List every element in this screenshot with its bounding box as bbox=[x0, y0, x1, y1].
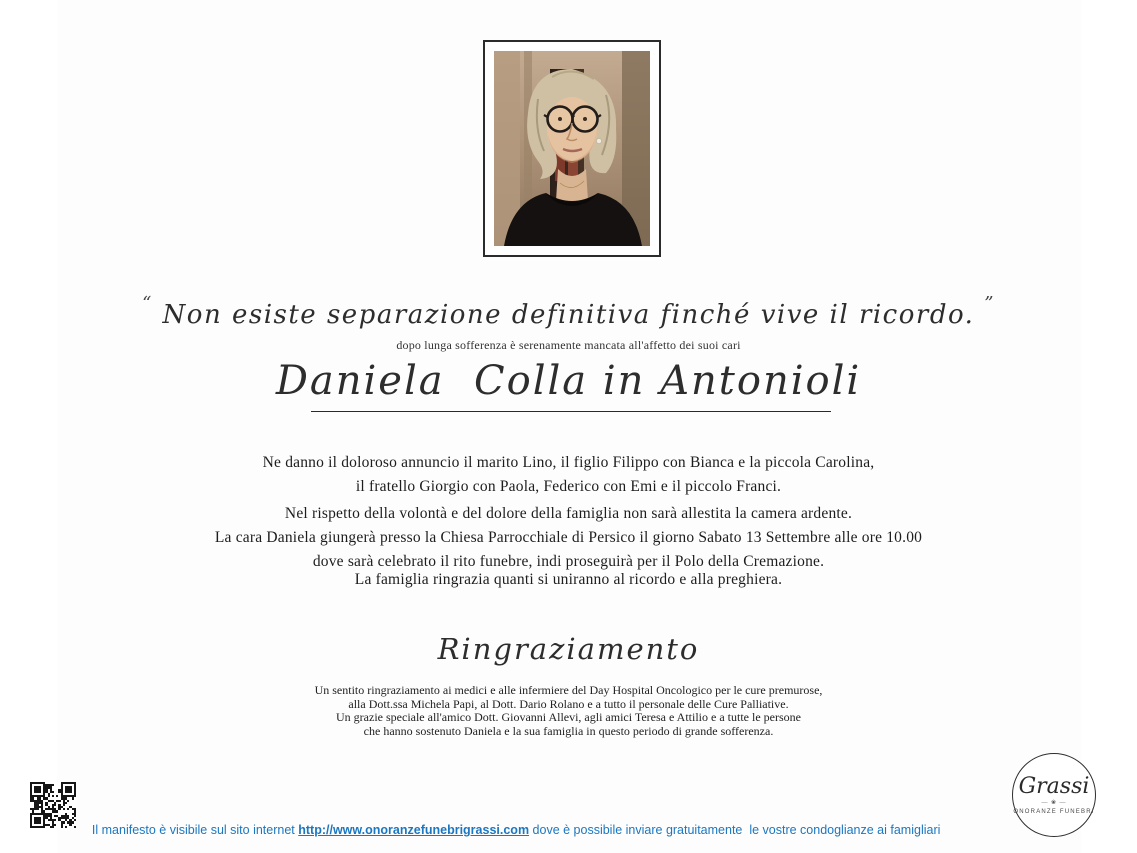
funeral-details-line: Nel rispetto della volontà e del dolore della famiglia non sarà allestita la camera ardente. bbox=[284, 505, 853, 522]
logo-brand-name: Grassi bbox=[1018, 773, 1090, 799]
quote-open-mark: “ bbox=[142, 293, 153, 314]
funeral-details-line: La cara Daniela giungerà presso la Chiesa Parrocchiale di Persico il giorno Sabato 13 Settembre alle ore 10.00 bbox=[214, 529, 923, 546]
logo-ornament-icon: — ❀ — bbox=[1041, 799, 1067, 806]
funeral-details-line: dove sarà celebrato il rito funebre, indi proseguirà per il Polo della Cremazione. bbox=[312, 553, 825, 570]
qr-code bbox=[30, 782, 76, 828]
quote-close-mark: ” bbox=[984, 293, 995, 314]
deceased-portrait-photo bbox=[483, 40, 661, 257]
family-thanks-line: La famiglia ringrazia quanti si uniranno al ricordo e alla preghiera. bbox=[354, 571, 783, 588]
name-underline-rule bbox=[311, 411, 831, 412]
memorial-quote bbox=[0, 293, 1137, 330]
acknowledgement-line: Un grazie speciale all'amico Dott. Giovanni Allevi, agli amici Teresa e Attilio e a tutte le persone bbox=[336, 710, 801, 724]
footer-text-before-link: Il manifesto è visibile sul sito internet bbox=[91, 823, 299, 837]
acknowledgement-text bbox=[0, 684, 1137, 738]
announcement-line: il fratello Giorgio con Paola, Federico con Emi e il piccolo Franci. bbox=[355, 478, 782, 495]
announcement-line: Ne danno il doloroso annuncio il marito Lino, il figlio Filippo con Bianca e la piccola Carolina, bbox=[262, 454, 875, 471]
acknowledgement-line: alla Dott.ssa Michela Papi, al Dott. Dario Rolano e a tutto il personale delle Cure Palliative. bbox=[348, 696, 789, 711]
family-announcement bbox=[0, 451, 1137, 499]
funeral-home-website-link[interactable]: http://www.onoranzefunebrigrassi.com bbox=[298, 823, 530, 837]
portrait-illustration bbox=[494, 51, 650, 246]
quote-text: Non esiste separazione definitiva finché vive il ricordo. bbox=[162, 300, 975, 330]
deceased-name: Daniela Colla in Antonioli bbox=[275, 358, 862, 404]
funeral-home-logo bbox=[1012, 753, 1096, 837]
logo-tagline: ONORANZE FUNEBRI bbox=[1013, 808, 1095, 815]
funeral-details bbox=[0, 502, 1137, 574]
footer-notice bbox=[78, 809, 940, 851]
acknowledgement-line: Un sentito ringraziamento ai medici e alle infermiere del Day Hospital Oncologico per le cure premurose, bbox=[314, 683, 823, 697]
acknowledgement-line: che hanno sostenuto Daniela e la sua famiglia in questo periodo di grande sofferenza. bbox=[363, 723, 774, 738]
acknowledgement-heading: Ringraziamento bbox=[437, 632, 700, 666]
death-notice-subtitle: dopo lunga sofferenza è serenamente mancata all'affetto dei suoi cari bbox=[396, 338, 741, 352]
footer-text-after-link: dove è possibile inviare gratuitamente le vostre condoglianze ai famigliari bbox=[529, 823, 941, 837]
